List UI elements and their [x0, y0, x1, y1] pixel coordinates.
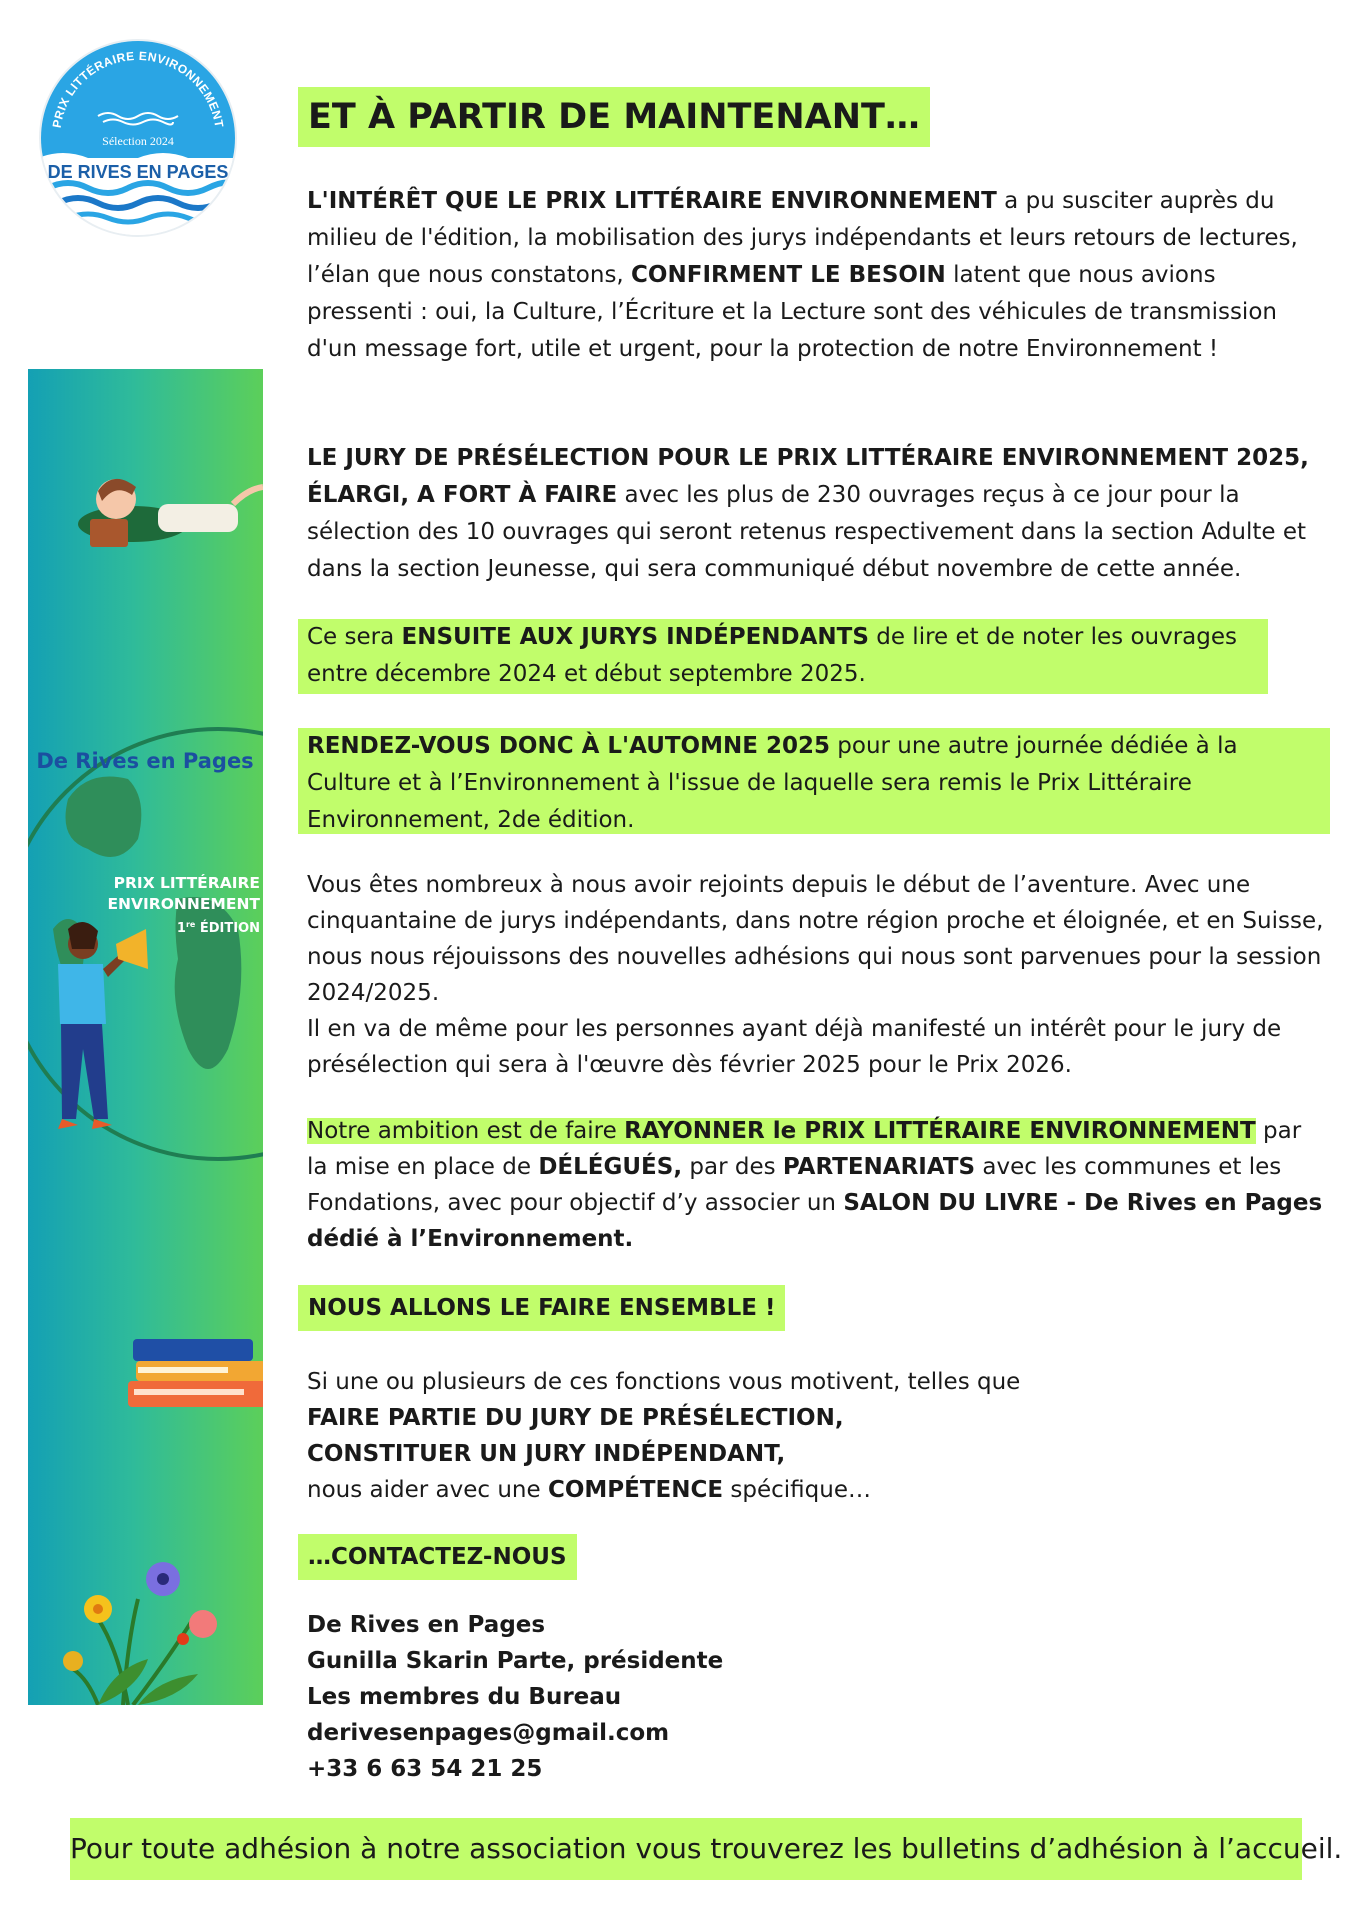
flowers-illustration [63, 1562, 217, 1705]
intro-bold-1: L'INTÉRÊT QUE LE PRIX LITTÉRAIRE ENVIRONNEMENT [307, 188, 997, 214]
intro-text-2: latent que nous avions pressenti : oui, la Culture, l’Écriture et la Lecture sont des véhicules de transmission d'un message fort, utile et urgent, pour la protection de notre Environnement ! [307, 262, 1277, 362]
logo-de-rives-en-pages [38, 38, 238, 238]
intro-bold-2: CONFIRMENT LE BESOIN [631, 262, 946, 288]
ambition-bold-1: RAYONNER le PRIX LITTÉRAIRE ENVIRONNEMENT [624, 1118, 1256, 1144]
intro-text-1: a pu susciter auprès du milieu de l'édition, la mobilisation des jurys indépendants et leurs retours de lectures, l’élan que nous constatons, [307, 188, 1298, 288]
logo-name: DE RIVES EN PAGES [47, 162, 229, 182]
signature-block [307, 1607, 1007, 1787]
ambition-text-4: avec les communes et les Fondations, avec pour objectif d’y associer un [307, 1154, 1282, 1216]
logo-selection: Sélection 2024 [102, 134, 174, 148]
rendezvous-text: pour une autre journée dédiée à la Culture et à l’Environnement à l'issue de laquelle sera remis le Prix Littéraire Environnement, 2de édition. [307, 733, 1238, 833]
sidebar-brand: De Rives en Pages [36, 749, 254, 773]
function-independent-jury: CONSTITUER UN JURY INDÉPENDANT, [307, 1441, 786, 1467]
independent-juries-paragraph [307, 619, 1257, 693]
intro-paragraph [307, 183, 1327, 368]
logo-arc-text: PRIX LITTÉRAIRE ENVIRONNEMENT [49, 48, 227, 129]
signature-president: Gunilla Skarin Parte, présidente [307, 1648, 724, 1674]
members-text-1: Vous êtes nombreux à nous avoir rejoints depuis le début de l’aventure. Avec une cinquantaine de jurys indépendants, dans notre région proche et éloignée, et en Suisse, nous nous réjouissons des nouvelles adhésions qui nous sont parvenues pour la session 2024/2025. [307, 872, 1324, 1006]
sidebar-banner [28, 369, 263, 1705]
functions-text-2: nous aider avec une [307, 1477, 548, 1503]
function-preselection: FAIRE PARTIE DU JURY DE PRÉSÉLECTION, [307, 1405, 844, 1431]
function-competence: COMPÉTENCE [547, 1477, 724, 1503]
reading-person-illustration [78, 479, 263, 547]
edition-number: 1 [176, 921, 186, 936]
sidebar-prize-line2: ENVIRONNEMENT [107, 895, 260, 913]
ambition-bold-2: DÉLÉGUÉS, [538, 1154, 683, 1180]
juries-bold: ENSUITE AUX JURYS INDÉPENDANTS [401, 624, 869, 650]
jury-paragraph [307, 440, 1337, 588]
edition-superscript: re [185, 920, 196, 929]
together-banner: NOUS ALLONS LE FAIRE ENSEMBLE ! [298, 1285, 785, 1331]
footer-banner: Pour toute adhésion à notre association vous trouverez les bulletins d’adhésion à l’accueil. [70, 1818, 1302, 1880]
rendezvous-paragraph [307, 728, 1327, 839]
members-text-2: Il en va de même pour les personnes ayant déjà manifesté un intérêt pour le jury de présélection qui sera à l'œuvre dès février 2025 pour le Prix 2026. [307, 1016, 1282, 1078]
jury-bold: LE JURY DE PRÉSÉLECTION POUR LE PRIX LITTÉRAIRE ENVIRONNEMENT 2025, ÉLARGI, A FORT À FAIRE [307, 445, 1309, 508]
signature-bureau: Les membres du Bureau [307, 1684, 622, 1710]
megaphone-woman-illustration [58, 922, 148, 1129]
edition-word: ÉDITION [195, 921, 260, 936]
juries-text-2: de lire et de noter les ouvrages entre décembre 2024 et début septembre 2025. [307, 624, 1238, 687]
ambition-bold-3: PARTENARIATS [782, 1154, 976, 1180]
members-paragraph [307, 867, 1337, 1083]
juries-text-1: Ce sera [307, 624, 402, 650]
rendezvous-bold: RENDEZ-VOUS DONC À L'AUTOMNE 2025 [307, 733, 830, 759]
sidebar-artwork [28, 369, 263, 1705]
page-title: ET À PARTIR DE MAINTENANT… [298, 87, 930, 147]
signature-email[interactable]: derivesenpages@gmail.com [307, 1720, 670, 1746]
signature-phone[interactable]: +33 6 63 54 21 25 [307, 1756, 543, 1782]
functions-intro: Si une ou plusieurs de ces fonctions vous motivent, telles que [307, 1369, 1021, 1395]
ambition-paragraph [307, 1113, 1327, 1257]
sidebar-prize-line1: PRIX LITTÉRAIRE [113, 874, 260, 892]
ambition-text-2: par la mise en place de [307, 1118, 1302, 1180]
books-stack-illustration [128, 1339, 263, 1407]
functions-paragraph [307, 1364, 1327, 1508]
ambition-text-3: par des [682, 1154, 783, 1180]
jury-text: avec les plus de 230 ouvrages reçus à ce jour pour la sélection des 10 ouvrages qui seront retenus respectivement dans la section Adulte et dans la section Jeunesse, qui sera communiqué début novembre de cette année. [307, 482, 1306, 582]
contact-banner: …CONTACTEZ-NOUS [298, 1534, 577, 1580]
signature-org: De Rives en Pages [307, 1612, 546, 1638]
functions-text-3: spécifique… [723, 1477, 871, 1503]
ambition-bold-4: SALON DU LIVRE - De Rives en Pages dédié à l’Environnement. [307, 1190, 1323, 1252]
ambition-text-1: Notre ambition est de faire [307, 1118, 625, 1144]
